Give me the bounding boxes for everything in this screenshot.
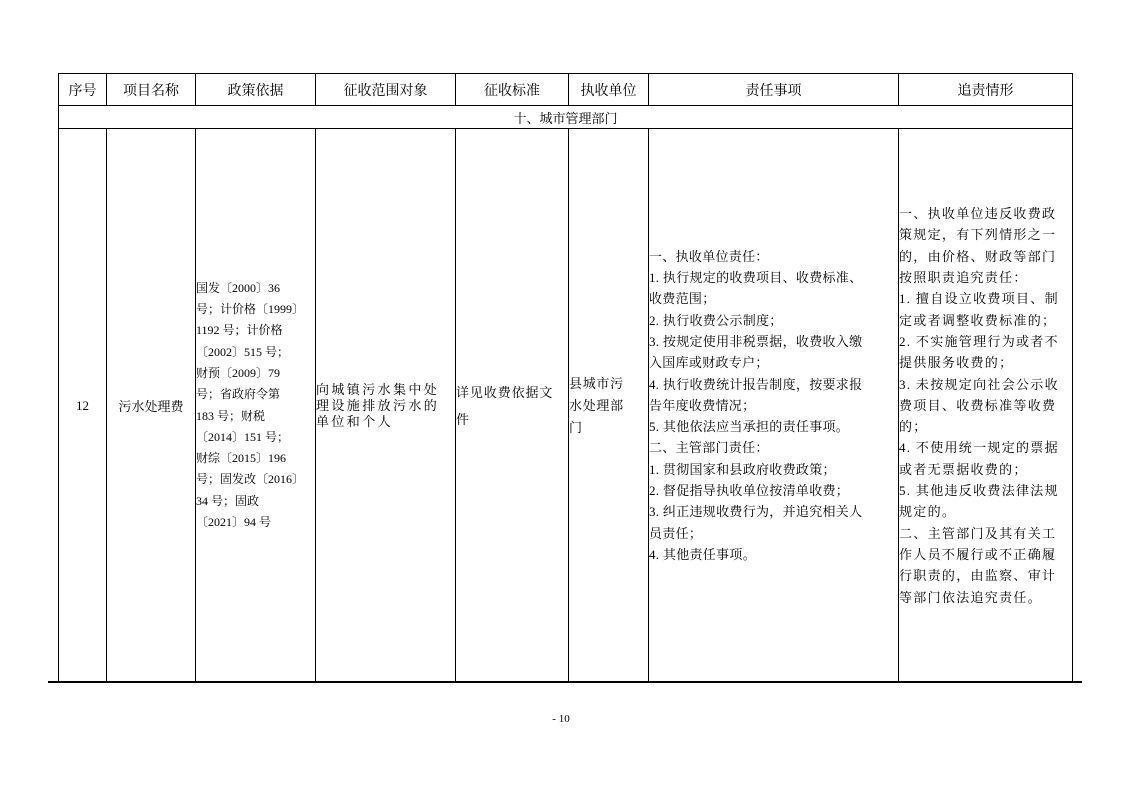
cell-index: 12	[59, 129, 107, 683]
cell-responsibilities-line: 5. 其他依法应当承担的责任事项。	[649, 419, 850, 435]
cell-policy-basis-line: 〔2014〕151 号；	[196, 429, 290, 444]
cell-policy-basis-line: 34 号；固政	[196, 493, 260, 508]
cell-collection-scope	[316, 129, 456, 683]
cell-responsibilities-line: 员责任；	[649, 525, 703, 541]
cell-accountability-line: 定或者调整收费标准的；	[899, 312, 1057, 328]
cell-responsibilities-line: 1. 贯彻国家和县政府收费政策；	[649, 461, 836, 477]
cell-accountability-line: 的，由价格、财政等部门	[899, 248, 1057, 264]
table-row	[59, 129, 1073, 683]
cell-responsibilities-line: 1. 执行规定的收费项目、收费标准、	[649, 270, 863, 286]
cell-policy-basis-line: 〔2002〕515 号；	[196, 344, 290, 359]
cell-policy-basis-line: 号；固发改〔2016〕	[196, 472, 305, 487]
cell-responsibilities-line: 2. 执行收费公示制度；	[649, 312, 783, 328]
cell-accountability-line: 一、执收单位违反收费政	[899, 206, 1057, 222]
cell-accountability-line: 3. 未按规定向社会公示收	[899, 376, 1059, 392]
page-number: - 10	[552, 713, 570, 725]
cell-collection-standard-line: 件	[456, 411, 470, 427]
cell-collection-standard-line: 详见收费依据文	[456, 384, 554, 400]
cell-accountability-line: 按照职责追究责任：	[899, 270, 1028, 286]
section-row	[59, 106, 1073, 129]
header-row	[59, 74, 1073, 106]
cell-responsibilities-line: 二、主管部门责任：	[649, 440, 769, 456]
cell-accountability-line: 等部门依法追究责任。	[899, 589, 1043, 605]
cell-policy-basis	[196, 129, 316, 683]
header-responsibilities: 责任事项	[649, 74, 899, 106]
bottom-rule-divider	[48, 681, 1082, 683]
header-collecting-unit: 执收单位	[569, 74, 649, 106]
cell-accountability-line: 4. 不使用统一规定的票据	[899, 440, 1059, 456]
cell-collecting-unit-line: 水处理部	[569, 397, 624, 413]
cell-responsibilities-line: 4. 执行收费统计报告制度，按要求报	[649, 376, 863, 392]
cell-responsibilities-line: 告年度收费情况；	[649, 397, 756, 413]
cell-policy-basis-line: 财预〔2009〕79	[196, 365, 281, 380]
cell-policy-basis-line: 号；省政府令第	[196, 387, 281, 402]
cell-responsibilities-line: 一、执收单位责任：	[649, 248, 769, 264]
cell-accountability	[899, 129, 1073, 683]
cell-responsibilities-line: 3. 按规定使用非税票据，收费收入缴	[649, 333, 863, 349]
header-collection-scope: 征收范围对象	[316, 74, 456, 106]
header-accountability: 追责情形	[899, 74, 1073, 106]
cell-policy-basis-line: 1192 号；计价格	[196, 323, 283, 338]
header-collection-standard: 征收标准	[456, 74, 569, 106]
section-title: 十、城市管理部门	[59, 106, 1073, 129]
cell-policy-basis-line: 〔2021〕94 号	[196, 514, 272, 529]
cell-policy-basis-line: 财综〔2015〕196	[196, 451, 287, 466]
cell-accountability-line: 二、主管部门及其有关工	[899, 525, 1057, 541]
cell-accountability-line: 或者无票据收费的；	[899, 461, 1028, 477]
cell-accountability-line: 作人员不履行或不正确履	[899, 546, 1057, 562]
cell-accountability-line: 1. 擅自设立收费项目、制	[899, 291, 1059, 307]
cell-policy-basis-line: 183 号；财税	[196, 408, 266, 423]
cell-collection-scope-line: 向城镇污水集中处	[316, 381, 440, 397]
cell-collecting-unit-line: 县城市污	[569, 375, 624, 391]
cell-collection-scope-line: 单位和个人	[316, 413, 394, 429]
cell-policy-basis-line: 号；计价格〔1999〕	[196, 302, 305, 317]
cell-accountability-line: 行职责的，由监察、审计	[899, 568, 1057, 584]
cell-policy-basis-line: 国发〔2000〕36	[196, 280, 281, 295]
fee-table	[58, 73, 1073, 683]
cell-responsibilities-line: 3. 纠正违规收费行为，并追究相关人	[649, 504, 863, 520]
header-index: 序号	[59, 74, 107, 106]
cell-responsibilities	[649, 129, 899, 683]
cell-accountability-line: 5. 其他违反收费法律法规	[899, 483, 1059, 499]
cell-accountability-line: 的；	[899, 419, 928, 435]
header-policy-basis: 政策依据	[196, 74, 316, 106]
cell-responsibilities-line: 收费范围；	[649, 291, 716, 307]
header-item-name: 项目名称	[107, 74, 196, 106]
cell-accountability-line: 策规定，有下列情形之一	[899, 227, 1057, 243]
cell-accountability-line: 费项目、收费标准等收费	[899, 397, 1057, 413]
cell-collection-standard	[456, 129, 569, 683]
cell-accountability-line: 提供服务收费的；	[899, 355, 1014, 371]
cell-accountability-line: 规定的。	[899, 504, 957, 520]
cell-collecting-unit-line: 门	[569, 419, 583, 435]
cell-responsibilities-line: 4. 其他责任事项。	[649, 546, 756, 562]
cell-accountability-line: 2. 不实施管理行为或者不	[899, 333, 1059, 349]
cell-collection-scope-line: 理设施排放污水的	[316, 397, 440, 413]
cell-responsibilities-line: 2. 督促指导执收单位按清单收费；	[649, 483, 850, 499]
cell-responsibilities-line: 入国库或财政专户；	[649, 355, 769, 371]
cell-item-name: 污水处理费	[107, 129, 196, 683]
cell-collecting-unit	[569, 129, 649, 683]
